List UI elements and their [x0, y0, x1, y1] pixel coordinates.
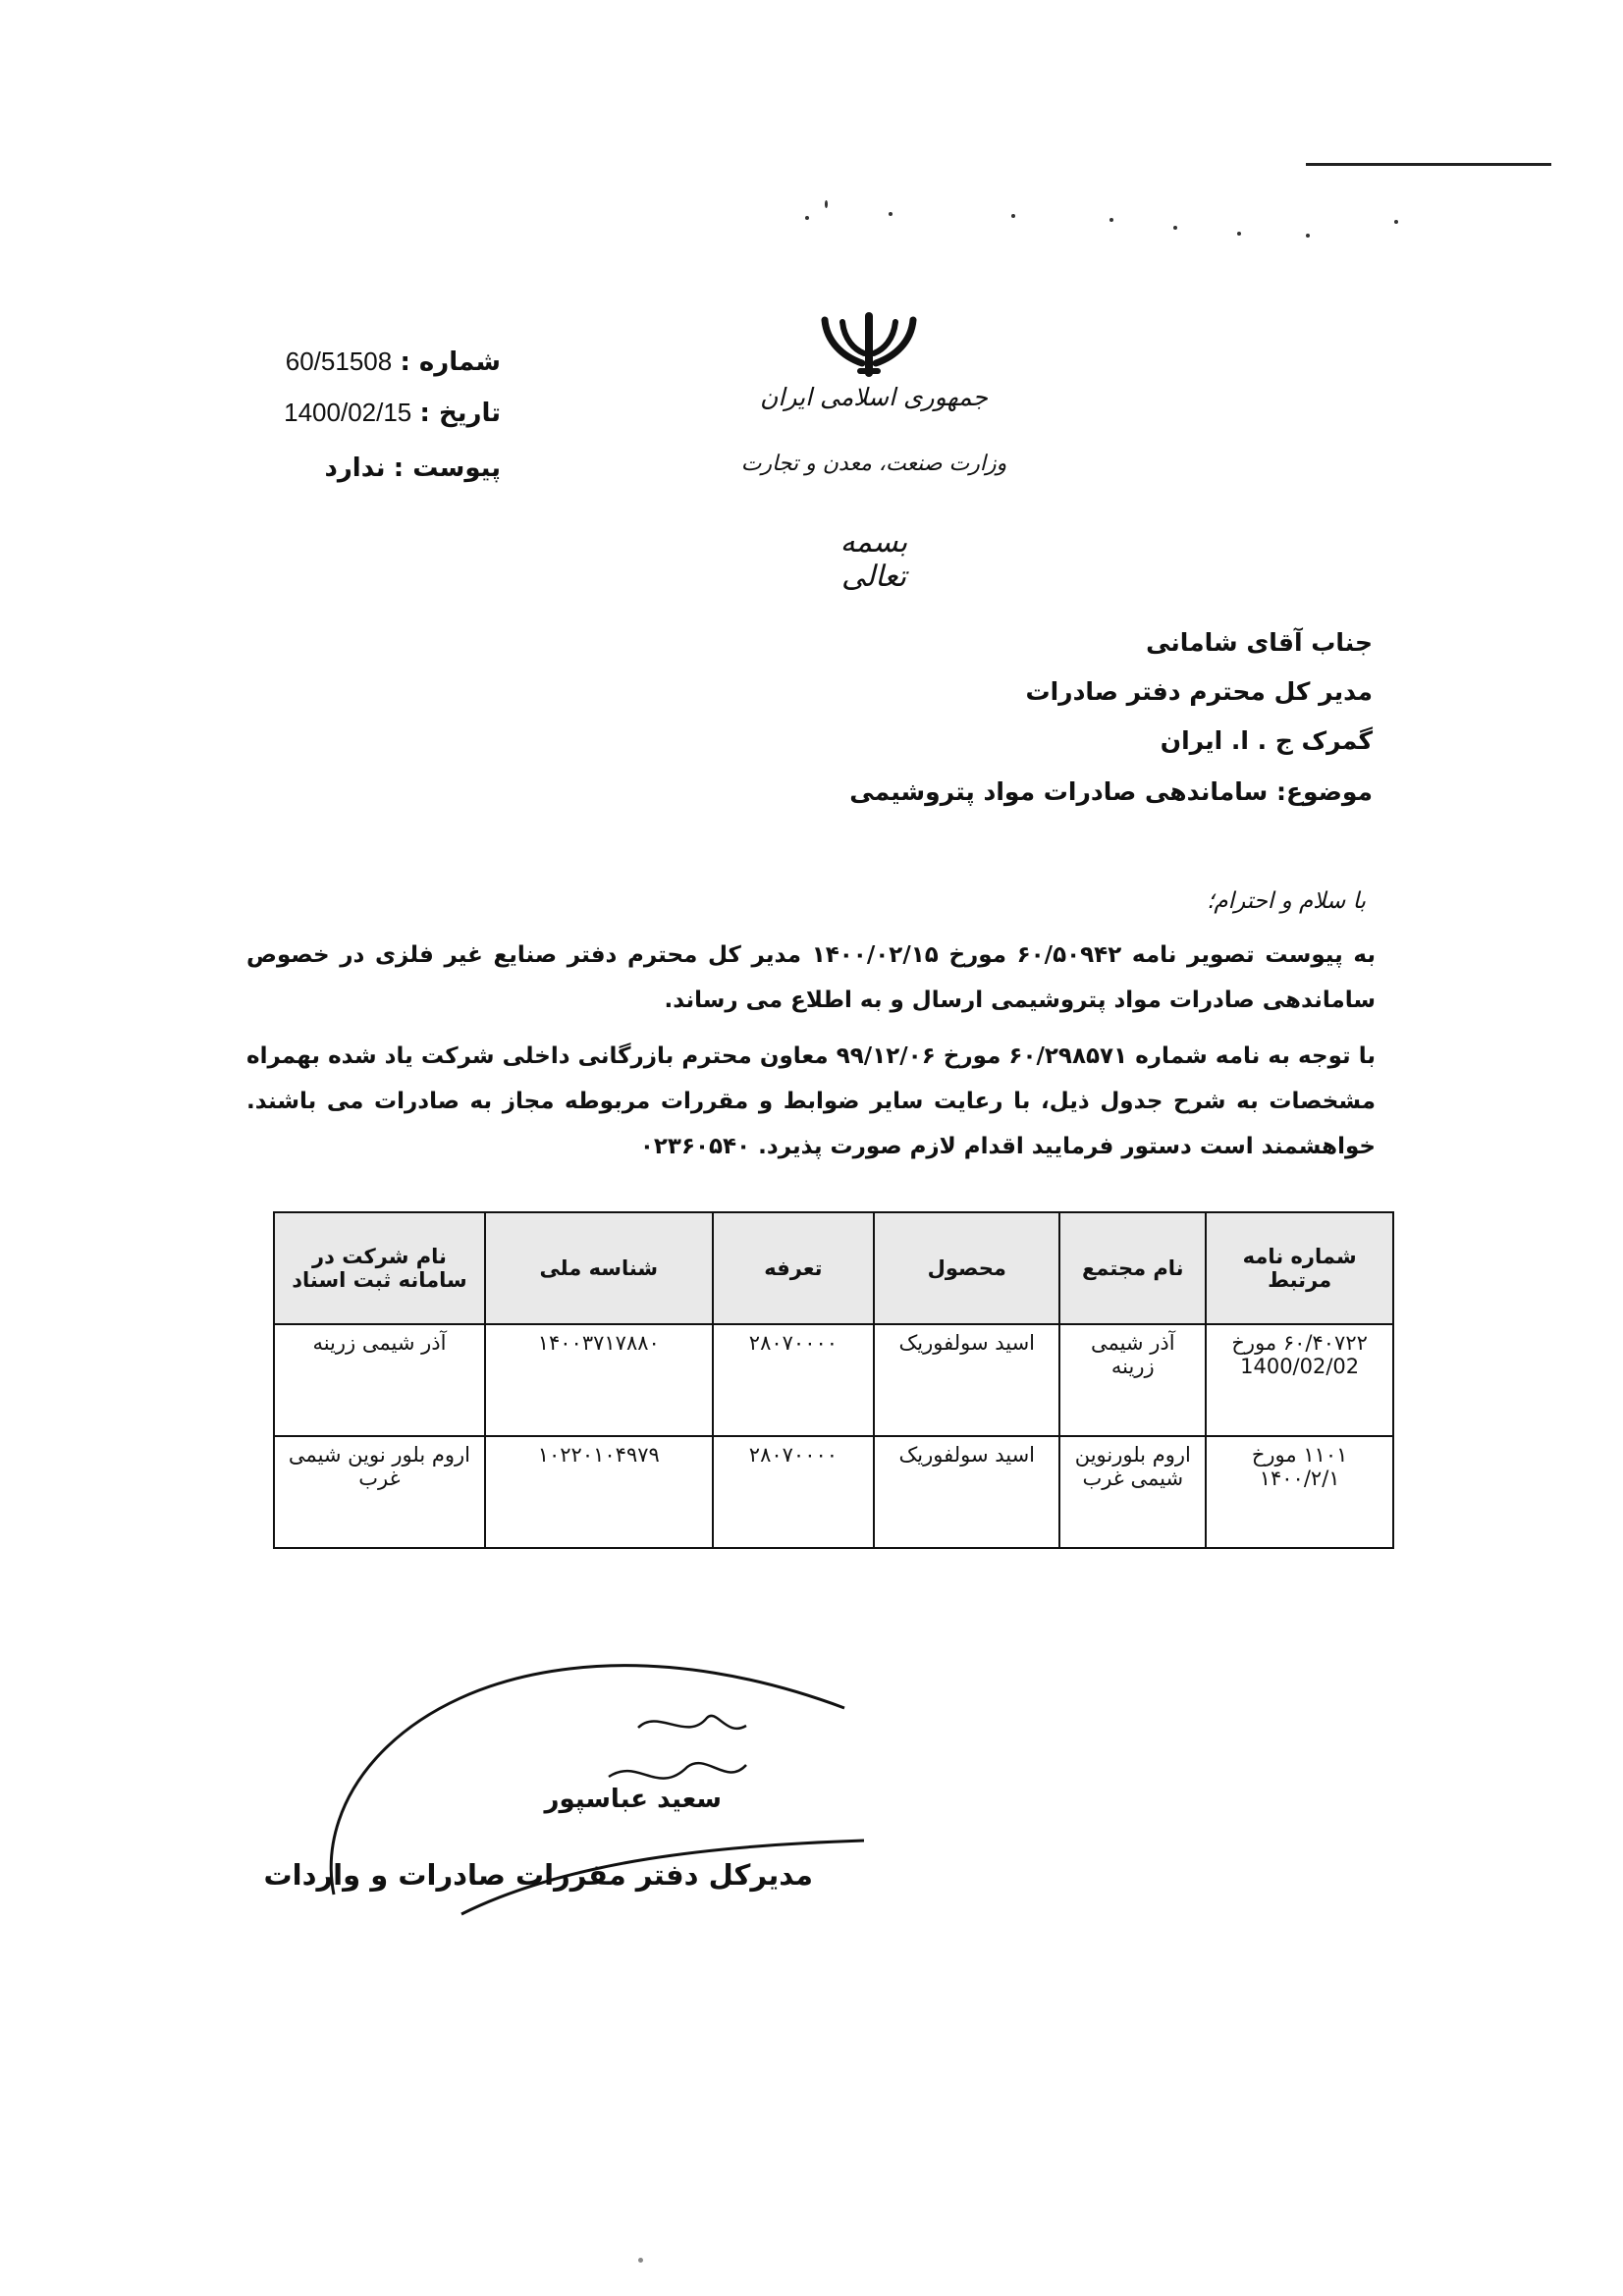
- republic-title: جمهوری اسلامی ایران: [760, 383, 988, 411]
- letter-date-label: تاریخ :: [419, 399, 501, 428]
- column-header-product: محصول: [874, 1212, 1059, 1324]
- body-paragraph-2: با توجه به نامه شماره ۶۰/۲۹۸۵۷۱ مورخ ۹۹/۱۲/۰۶ معاون محترم بازرگانی داخلی شرکت یاد شده بهمراه مشخصات به شرح جدول ذیل، با رعایت سایر ضوابط و مقررات مربوطه مجاز به صادرات می باشند. خواهشمند است دستور فرمایید اقدام لازم صورت پذیرد. ۰۲۳۶۰۵۴۰: [246, 1043, 1376, 1159]
- addressee-title: مدیر کل محترم دفتر صادرات: [1025, 677, 1373, 706]
- greeting: با سلام و احترام؛: [1207, 888, 1366, 914]
- column-header-tariff: تعرفه: [713, 1212, 875, 1324]
- column-header-complex: نام مجتمع: [1059, 1212, 1206, 1324]
- iran-emblem-icon: [815, 312, 923, 381]
- letter-attachment-value: ندارد: [324, 454, 386, 483]
- addressee-organization: گمرک ج . ا. ایران: [1160, 726, 1373, 755]
- ministry-title: وزارت صنعت، معدن و تجارت: [740, 452, 1007, 476]
- letter-attachment-label: پیوست :: [393, 454, 501, 483]
- column-header-national-id: شناسه ملی: [485, 1212, 713, 1324]
- table-row: [274, 1436, 1393, 1548]
- letter-date-value: 1400/02/15: [284, 398, 412, 427]
- cell-tariff: ۲۸۰۷۰۰۰۰: [713, 1324, 875, 1436]
- cell-letter-ref: ۱۱۰۱ مورخ ۱۴۰۰/۲/۱: [1206, 1436, 1393, 1548]
- cell-complex: آذر شیمی زرینه: [1059, 1324, 1206, 1436]
- signer-name: سعید عباسپور: [544, 1785, 722, 1814]
- cell-national-id: ۱۴۰۰۳۷۱۷۸۸۰: [485, 1324, 713, 1436]
- cell-letter-ref: ۶۰/۴۰۷۲۲ مورخ 1400/02/02: [1206, 1324, 1393, 1436]
- letter-number-label: شماره :: [400, 347, 501, 377]
- cell-national-id: ۱۰۲۲۰۱۰۴۹۷۹: [485, 1436, 713, 1548]
- cell-company-name: اروم بلور نوین شیمی غرب: [274, 1436, 485, 1548]
- letter-subject: موضوع: ساماندهی صادرات مواد پتروشیمی: [849, 777, 1373, 806]
- cell-tariff: ۲۸۰۷۰۰۰۰: [713, 1436, 875, 1548]
- cell-complex: اروم بلورنوین شیمی غرب: [1059, 1436, 1206, 1548]
- signer-title: مدیرکل دفتر مقررات صادرات و واردات: [263, 1858, 813, 1892]
- top-rule-line: [1306, 163, 1551, 166]
- addressee-name: جناب آقای شامانی: [1146, 628, 1373, 657]
- letter-number-value: 60/51508: [285, 347, 393, 376]
- letter-number: [245, 347, 501, 377]
- table-row: [274, 1324, 1393, 1436]
- body-paragraph-1: به پیوست تصویر نامه ۶۰/۵۰۹۴۲ مورخ ۱۴۰۰/۰۲/۱۵ مدیر کل محترم دفتر صنایع غیر فلزی در خصوص ساماندهی صادرات مواد پتروشیمی ارسال و به اطلاع می رساند.: [246, 942, 1377, 1013]
- scan-dot: [638, 2258, 643, 2263]
- letter-attachment: [245, 454, 501, 483]
- letter-date: [245, 398, 501, 428]
- cell-product: اسید سولفوریک: [874, 1324, 1059, 1436]
- invocation-text: بسمه تعالی: [839, 525, 908, 594]
- cell-product: اسید سولفوریک: [874, 1436, 1059, 1548]
- column-header-letter-ref: شماره نامه مرتبط: [1206, 1212, 1393, 1324]
- table-header-row: [274, 1212, 1393, 1324]
- export-companies-table: [273, 1211, 1394, 1549]
- cell-company-name: آذر شیمی زرینه: [274, 1324, 485, 1436]
- column-header-company-name: نام شرکت در سامانه ثبت اسناد: [274, 1212, 485, 1324]
